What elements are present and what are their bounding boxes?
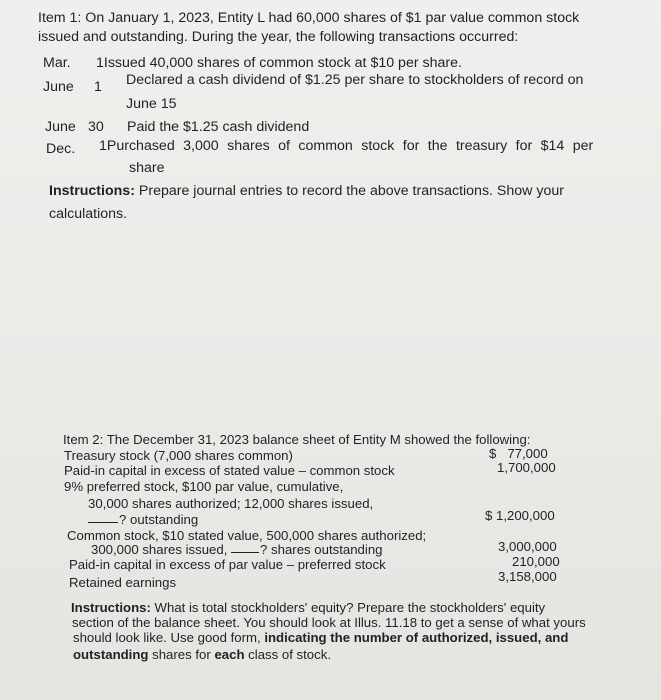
item1-intro-line2: issued and outstanding. During the year, the following transactions occurred:	[38, 29, 519, 45]
item1-intro-line1: Item 1: On January 1, 2023, Entity L had 60,000 shares of $1 par value common stock	[38, 10, 580, 26]
preferred-line1: 9% preferred stock, $100 par value, cumulative,	[64, 479, 344, 494]
tx4-text-line2: share	[129, 160, 165, 176]
tx2-text-line2: June 15	[126, 96, 177, 112]
common-line2: 300,000 shares issued, ? shares outstanding	[91, 542, 383, 557]
tx4-text-line1: 1Purchased 3,000 shares of common stock for the treasury for $14 per	[99, 138, 594, 154]
item2-instructions-line2: section of the balance sheet. You should look at Illus. 11.18 to get a sense of what yours	[72, 615, 586, 630]
pic-common-amount: 1,700,000	[497, 460, 556, 475]
preferred-line3: ? outstanding	[88, 512, 198, 527]
preferred-amount: $ 1,200,000	[485, 508, 555, 523]
common-line1: Common stock, $10 stated value, 500,000 shares authorized;	[67, 528, 427, 543]
tx1-text: 1Issued 40,000 shares of common stock at $10 per share.	[96, 55, 462, 71]
tx3-text: Paid the $1.25 cash dividend	[127, 119, 310, 135]
tx3-day: 30	[88, 119, 104, 135]
tx3-month: June	[45, 119, 76, 135]
pic-preferred-amount: 210,000	[512, 554, 560, 569]
item2-intro: Item 2: The December 31, 2023 balance sheet of Entity M showed the following:	[63, 432, 531, 447]
treasury-amount: $ 77,000	[489, 446, 548, 461]
tx2-day: 1	[94, 79, 102, 95]
retained-amount: 3,158,000	[498, 569, 557, 584]
tx4-month: Dec.	[46, 141, 76, 157]
tx2-month: June	[43, 79, 74, 95]
treasury-label: Treasury stock (7,000 shares common)	[64, 448, 293, 463]
item1-instructions-line1: Instructions: Prepare journal entries to record the above transactions. Show your	[49, 183, 564, 199]
preferred-line2: 30,000 shares authorized; 12,000 shares issued,	[88, 496, 374, 511]
pic-common-label: Paid-in capital in excess of stated value – common stock	[64, 463, 395, 478]
tx2-text-line1: Declared a cash dividend of $1.25 per share to stockholders of record on	[126, 72, 584, 88]
retained-label: Retained earnings	[69, 575, 177, 590]
common-amount: 3,000,000	[498, 539, 557, 554]
item2-instructions-line4: outstanding shares for each class of stock.	[73, 647, 331, 662]
item2-instructions-line1: Instructions: What is total stockholders' equity? Prepare the stockholders' equity	[71, 600, 546, 615]
pic-preferred-label: Paid-in capital in excess of par value – preferred stock	[69, 557, 386, 572]
tx1-month: Mar.	[43, 55, 71, 71]
item1-instructions-line2: calculations.	[49, 206, 128, 222]
item2-instructions-line3: should look like. Use good form, indicating the number of authorized, issued, and	[73, 630, 569, 645]
